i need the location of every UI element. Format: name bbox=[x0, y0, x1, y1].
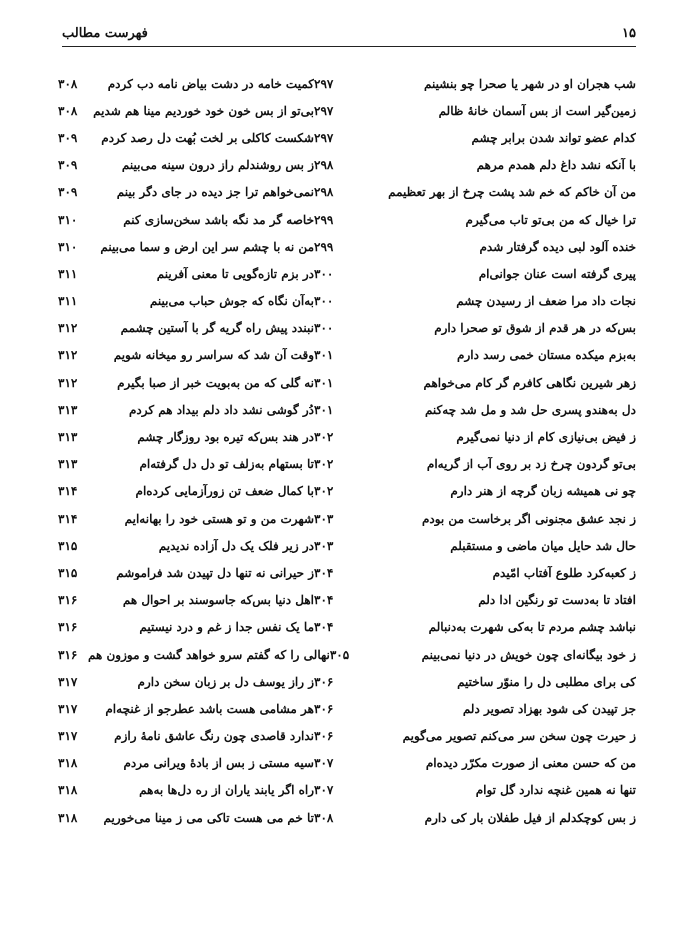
entry-title: ز نجد عشق مجنونی اگر برخاست من بودم bbox=[421, 511, 636, 526]
toc-row bbox=[58, 315, 636, 342]
entry-title: ز کعبه‌کرد طلوع آفتاب امّیدم bbox=[492, 565, 636, 580]
entry-title: با کمال ضعف تن زورآزمایی کرده‌ام bbox=[135, 484, 314, 499]
entry-page-number: ۲۹۸ bbox=[314, 158, 334, 173]
toc-entry-left bbox=[58, 185, 314, 199]
entry-page-number: ۳۱۶ bbox=[58, 647, 78, 662]
entry-page-number: ۳۱۰ bbox=[58, 212, 78, 227]
entry-page-number: ۳۰۲ bbox=[314, 484, 334, 499]
toc-entry-left bbox=[58, 566, 314, 580]
entry-page-number: ۳۱۰ bbox=[58, 239, 78, 254]
entry-page-number: ۲۹۷ bbox=[314, 103, 334, 118]
toc-row bbox=[58, 124, 636, 151]
toc-entry-left bbox=[58, 348, 314, 362]
entry-page-number: ۳۱۴ bbox=[58, 511, 78, 526]
entry-page-number: ۳۰۱ bbox=[314, 402, 334, 417]
entry-page-number: ۳۱۵ bbox=[58, 538, 78, 553]
toc-entry-right bbox=[314, 729, 636, 743]
entry-page-number: ۲۹۷ bbox=[314, 76, 334, 91]
entry-title: ز فیض بی‌نیازی کام از دنیا نمی‌گیرم bbox=[456, 430, 636, 445]
entry-page-number: ۳۱۱ bbox=[58, 294, 78, 309]
toc-row bbox=[58, 233, 636, 260]
toc-entry-left bbox=[58, 756, 314, 770]
toc-row bbox=[58, 260, 636, 287]
entry-title: تا بستهام به‌زلف تو دل دل گرفته‌ام bbox=[139, 457, 314, 472]
toc-entry-left bbox=[58, 620, 314, 634]
entry-page-number: ۳۱۵ bbox=[58, 565, 78, 580]
toc-row bbox=[58, 695, 636, 722]
toc-entry-right bbox=[314, 131, 636, 145]
entry-title: نه گلی که من به‌بویت خبر از صبا بگیرم bbox=[117, 375, 314, 390]
toc-entry-left bbox=[58, 267, 314, 281]
toc-entry-left bbox=[58, 783, 314, 797]
toc-entry-right bbox=[314, 675, 636, 689]
toc-entry-left bbox=[58, 484, 314, 498]
entry-title: دُر گوشی نشد داد دلم بیداد هم کردم bbox=[128, 402, 314, 417]
toc-entry-left bbox=[58, 457, 314, 471]
entry-page-number: ۳۰۶ bbox=[314, 729, 334, 744]
entry-page-number: ۳۰۰ bbox=[314, 294, 334, 309]
toc-row bbox=[58, 369, 636, 396]
entry-page-number: ۳۱۸ bbox=[58, 783, 78, 798]
entry-page-number: ۳۰۸ bbox=[314, 810, 334, 825]
entry-page-number: ۲۹۷ bbox=[314, 130, 334, 145]
entry-title: نمی‌خواهم ترا جز دیده در جای دگر بینم bbox=[116, 185, 314, 200]
entry-title: حال شد حایل میان ماضی و مستقبلم bbox=[450, 538, 636, 553]
entry-title: کمیت خامه در دشت بیاض نامه دب کردم bbox=[107, 76, 314, 91]
entry-page-number: ۳۱۳ bbox=[58, 402, 78, 417]
toc-row bbox=[58, 423, 636, 450]
entry-title: اهل دنیا بس‌که جاسوسند بر احوال هم bbox=[122, 593, 314, 608]
toc-row bbox=[58, 152, 636, 179]
toc-entry-left bbox=[58, 104, 314, 118]
toc-entry-right bbox=[314, 566, 636, 580]
entry-title: با آنکه نشد داغ دلم همدم مرهم bbox=[476, 158, 636, 173]
entry-title: ندارد قاصدی چون رنگ عاشق نامهٔ رازم bbox=[114, 729, 314, 744]
entry-title: شهرت من و تو هستی خود را بهانه‌ایم bbox=[124, 511, 314, 526]
toc-entry-right bbox=[314, 430, 636, 444]
toc-entry-left bbox=[58, 702, 314, 716]
toc-row bbox=[58, 97, 636, 124]
toc-entry-right bbox=[314, 783, 636, 797]
toc-entry-left bbox=[58, 158, 314, 172]
toc-entry-right bbox=[314, 620, 636, 634]
toc-row bbox=[58, 179, 636, 206]
entry-page-number: ۳۰۹ bbox=[58, 130, 78, 145]
entry-page-number: ۳۰۹ bbox=[58, 185, 78, 200]
toc-entry-left bbox=[58, 77, 314, 91]
toc-entry-right bbox=[314, 484, 636, 498]
entry-page-number: ۳۰۷ bbox=[314, 756, 334, 771]
entry-title: من آن خاکم که خم شد پشت چرخ از بهر تعظیمم bbox=[388, 185, 636, 200]
entry-title: بی‌تو از بس خون خود خوردیم مینا هم شدیم bbox=[93, 103, 314, 118]
toc-entry-right bbox=[314, 376, 636, 390]
toc-entry-left bbox=[58, 729, 314, 743]
entry-title: ما یک نفس جدا ز غم و درد نیستیم bbox=[139, 620, 314, 635]
toc-row bbox=[58, 614, 636, 641]
entry-page-number: ۳۰۴ bbox=[314, 593, 334, 608]
entry-page-number: ۳۰۷ bbox=[314, 783, 334, 798]
entry-page-number: ۳۱۳ bbox=[58, 430, 78, 445]
toc-entry-left bbox=[58, 539, 314, 553]
toc-entry-right bbox=[314, 213, 636, 227]
toc-entry-right bbox=[314, 512, 636, 526]
entry-page-number: ۳۱۸ bbox=[58, 756, 78, 771]
entry-page-number: ۳۱۲ bbox=[58, 375, 78, 390]
toc-entry-right bbox=[314, 457, 636, 471]
entry-title: تا خم می هست تاکی می ز مینا می‌خوریم bbox=[103, 810, 314, 825]
toc-entry-left bbox=[58, 430, 314, 444]
entry-title: زهر شیرین نگاهی کافرم گر کام می‌خواهم bbox=[423, 375, 636, 390]
toc-row bbox=[58, 804, 636, 831]
toc-entry-left bbox=[58, 403, 314, 417]
entry-page-number: ۳۱۳ bbox=[58, 457, 78, 472]
toc-row bbox=[58, 342, 636, 369]
entry-page-number: ۳۰۳ bbox=[314, 511, 334, 526]
toc-row bbox=[58, 70, 636, 97]
toc-row bbox=[58, 587, 636, 614]
toc-entry-right bbox=[314, 104, 636, 118]
entry-title: شکست کاکلی بر لخت بُهت دل رصد کردم bbox=[101, 130, 314, 145]
entry-title: به‌بزم میکده مستان خمی رسد دارم bbox=[457, 348, 636, 363]
entry-title: دل به‌هندو پسری حل شد و مل شد چه‌کنم bbox=[424, 402, 636, 417]
entry-page-number: ۳۱۲ bbox=[58, 348, 78, 363]
toc-entry-right bbox=[314, 811, 636, 825]
toc-row bbox=[58, 505, 636, 532]
entry-title: ز بس کوچکدلم از فیل طفلان بار کی دارم bbox=[424, 810, 636, 825]
toc-entry-right bbox=[314, 593, 636, 607]
toc-entry-right bbox=[314, 756, 636, 770]
entry-page-number: ۳۱۷ bbox=[58, 674, 78, 689]
toc-row bbox=[58, 750, 636, 777]
toc-row bbox=[58, 206, 636, 233]
toc-entry-right bbox=[314, 240, 636, 254]
entry-page-number: ۳۱۶ bbox=[58, 620, 78, 635]
page-number: ۱۵ bbox=[622, 25, 636, 41]
page-header bbox=[62, 20, 636, 47]
toc-row bbox=[58, 478, 636, 505]
entry-title: زمین‌گیر است از بس آسمان خانهٔ ظالم bbox=[438, 103, 636, 118]
entry-title: در بزم تازه‌گویی تا معنی آفرینم bbox=[156, 266, 314, 281]
toc-row bbox=[58, 451, 636, 478]
entry-title: ز راز یوسف دل بر زبان سخن دارم bbox=[137, 674, 314, 689]
toc-entry-right bbox=[314, 294, 636, 308]
entry-page-number: ۳۱۲ bbox=[58, 321, 78, 336]
entry-title: من نه با چشم سر این ارض و سما می‌بینم bbox=[100, 239, 314, 254]
entry-title: کدام عضو تواند شدن برابر چشم bbox=[471, 130, 636, 145]
entry-page-number: ۳۱۷ bbox=[58, 729, 78, 744]
entry-title: تنها نه همین غنچه ندارد گل توام bbox=[475, 783, 636, 798]
entry-page-number: ۳۰۶ bbox=[314, 674, 334, 689]
entry-page-number: ۲۹۹ bbox=[314, 239, 334, 254]
entry-title: شب هجران او در شهر یا صحرا چو بنشینم bbox=[424, 76, 636, 91]
toc-entry-left bbox=[58, 376, 314, 390]
toc-entry-left bbox=[58, 240, 314, 254]
entry-title: نجات داد مرا ضعف از رسیدن چشم bbox=[456, 294, 636, 309]
entry-title: بی‌تو گردون چرخ زد بر روی آب از گریه‌ام bbox=[426, 457, 636, 472]
entry-page-number: ۳۱۸ bbox=[58, 810, 78, 825]
toc-entry-left bbox=[58, 294, 314, 308]
entry-page-number: ۳۱۷ bbox=[58, 701, 78, 716]
entry-page-number: ۳۰۴ bbox=[314, 565, 334, 580]
toc-row bbox=[58, 288, 636, 315]
entry-title: ز حیرانی نه تنها دل تپیدن شد فراموشم bbox=[116, 565, 314, 580]
toc-row bbox=[58, 641, 636, 668]
entry-title: چو نی همیشه زبان گرچه از هنر دارم bbox=[450, 484, 636, 499]
entry-page-number: ۳۱۶ bbox=[58, 593, 78, 608]
entry-title: افتاد تا به‌دست تو رنگین ادا دلم bbox=[478, 593, 636, 608]
toc-entry-left bbox=[58, 675, 314, 689]
entry-title: راه اگر یابند یاران از ره دل‌ها به‌هم bbox=[139, 783, 314, 798]
toc-row bbox=[58, 532, 636, 559]
entry-page-number: ۳۰۸ bbox=[58, 76, 78, 91]
entry-page-number: ۲۹۸ bbox=[314, 185, 334, 200]
entry-title: من که حسن معنی از صورت مکرّر دیده‌ام bbox=[425, 756, 636, 771]
toc-entry-right bbox=[314, 539, 636, 553]
entry-page-number: ۳۰۰ bbox=[314, 266, 334, 281]
entry-page-number: ۳۰۲ bbox=[314, 457, 334, 472]
entry-page-number: ۳۰۱ bbox=[314, 375, 334, 390]
entry-page-number: ۳۰۵ bbox=[329, 647, 350, 662]
entry-title: ز خود بیگانه‌ای چون خویش در دنیا نمی‌بینم bbox=[421, 647, 636, 662]
toc-entry-right bbox=[314, 158, 636, 172]
entry-title: پیری گرفته است عنان جوانی‌ام bbox=[478, 266, 636, 281]
toc-entry-left bbox=[58, 593, 314, 607]
entry-title: نبندد پیش راه گریه گر با آستین چشمم bbox=[120, 321, 314, 336]
entry-title: به‌آن نگاه که جوش حباب می‌بینم bbox=[149, 294, 314, 309]
entry-title: سیه مستی ز بس از بادهٔ ویرانی مردم bbox=[123, 756, 314, 771]
entry-page-number: ۳۱۴ bbox=[58, 484, 78, 499]
entry-title: خاصه گر مد نگه باشد سخن‌سازی کنم bbox=[123, 212, 314, 227]
toc-row bbox=[58, 777, 636, 804]
entry-title: وقت آن شد که سراسر رو میخانه شویم bbox=[113, 348, 314, 363]
entry-title: جز تپیدن کی شود بهزاد تصویر دلم bbox=[462, 701, 636, 716]
section-title: فهرست مطالب bbox=[62, 25, 148, 41]
entry-title: در هند بس‌که تیره بود روزگار چشم bbox=[137, 430, 314, 445]
toc-entry-right bbox=[314, 702, 636, 716]
entry-title: کی برای مطلبی دل را منوّر ساختیم bbox=[457, 674, 636, 689]
entry-title: نباشد چشم مردم تا به‌کی شهرت به‌دنبالم bbox=[428, 620, 636, 635]
toc-entry-right bbox=[314, 185, 636, 199]
toc-row bbox=[58, 668, 636, 695]
toc-entry-right bbox=[314, 77, 636, 91]
toc-entry-right bbox=[330, 648, 636, 662]
toc-entry-right bbox=[314, 267, 636, 281]
entry-page-number: ۳۰۳ bbox=[314, 538, 334, 553]
table-of-contents bbox=[58, 70, 636, 831]
toc-entry-right bbox=[314, 403, 636, 417]
entry-title: ز حیرت چون سخن سر می‌کنم تصویر می‌گویم bbox=[402, 729, 636, 744]
entry-page-number: ۲۹۹ bbox=[314, 212, 334, 227]
entry-title: خنده آلود لبی دیده گرفتار شدم bbox=[479, 239, 636, 254]
entry-title: بس‌که در هر قدم از شوق تو صحرا دارم bbox=[434, 321, 636, 336]
entry-page-number: ۳۰۶ bbox=[314, 701, 334, 716]
entry-page-number: ۳۰۹ bbox=[58, 158, 78, 173]
entry-title: در زیر فلک یک دل آزاده ندیدیم bbox=[158, 538, 314, 553]
entry-page-number: ۳۱۱ bbox=[58, 266, 78, 281]
entry-page-number: ۳۰۲ bbox=[314, 430, 334, 445]
toc-entry-left bbox=[58, 648, 330, 662]
entry-page-number: ۳۰۱ bbox=[314, 348, 334, 363]
entry-title: نهالی را که گفتم سرو خواهد گشت و موزون هم bbox=[88, 647, 330, 662]
toc-entry-left bbox=[58, 213, 314, 227]
toc-entry-left bbox=[58, 512, 314, 526]
toc-entry-left bbox=[58, 131, 314, 145]
toc-row bbox=[58, 723, 636, 750]
toc-entry-right bbox=[314, 348, 636, 362]
toc-entry-left bbox=[58, 811, 314, 825]
entry-title: ز بس روشندلم راز درون سینه می‌بینم bbox=[121, 158, 314, 173]
entry-page-number: ۳۰۸ bbox=[58, 103, 78, 118]
entry-title: هر مشامی هست باشد عطرجو از غنچه‌ام bbox=[105, 701, 314, 716]
toc-row bbox=[58, 559, 636, 586]
entry-page-number: ۳۰۴ bbox=[314, 620, 334, 635]
entry-page-number: ۳۰۰ bbox=[314, 321, 334, 336]
toc-entry-right bbox=[314, 321, 636, 335]
entry-title: ترا خیال که من بی‌تو تاب می‌گیرم bbox=[465, 212, 636, 227]
toc-entry-left bbox=[58, 321, 314, 335]
toc-row bbox=[58, 396, 636, 423]
